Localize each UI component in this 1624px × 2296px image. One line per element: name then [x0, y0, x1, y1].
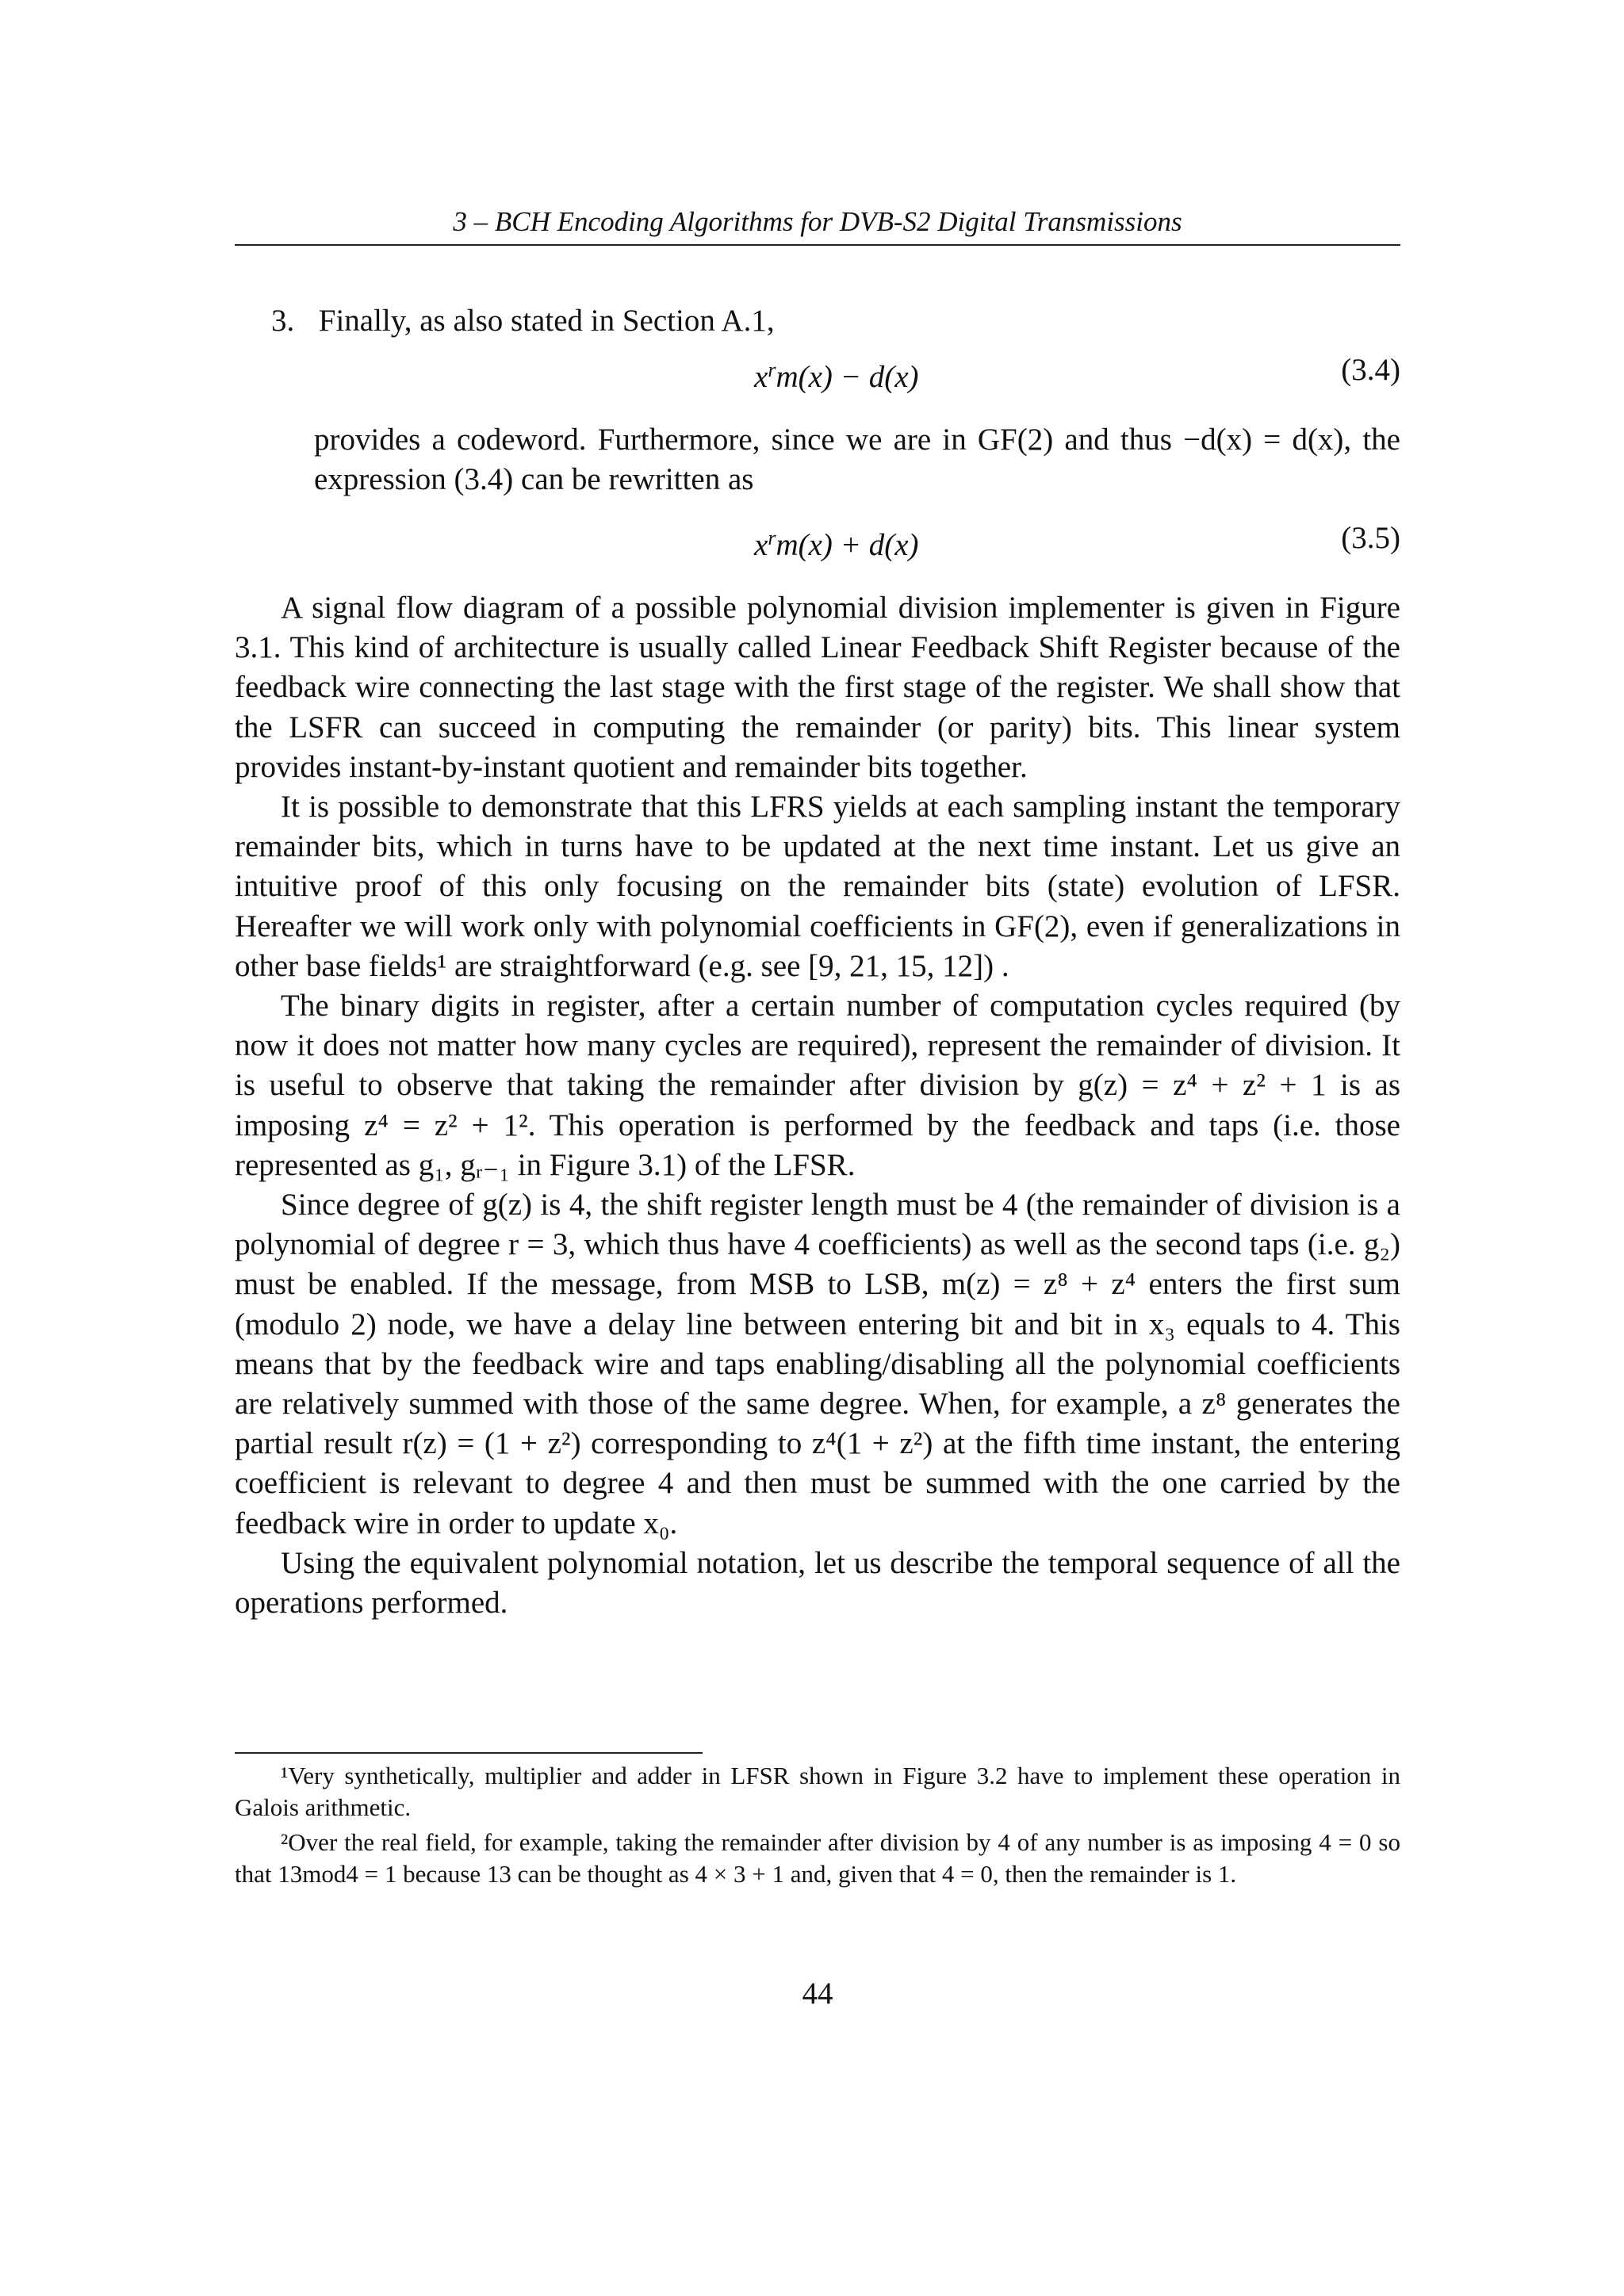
- footnote-2: ²Over the real field, for example, taking the remainder after division by 4 of any number is as imposing 4 = 0 so that 13mod4 = 1 because 13 can be thought as 4 × 3 + 1 and, given that 4 = 0, then the remainder is 1.: [235, 1828, 1400, 1888]
- equation-3-5: [235, 519, 1400, 562]
- equation-3-5-tag: (3.5): [1341, 521, 1400, 555]
- page-number: 44: [802, 1976, 833, 2011]
- paragraph: It is possible to demonstrate that this LFRS yields at each sampling instant the temporary remainder bits, which in turns have to be updated at the next time instant. Let us give an intuitive proof of this only focusing on the remainder bits (state) evolution of LFSR. Hereafter we will work only with polynomial coefficients in GF(2), even if generalizations in other base fields¹ are straightforward (e.g. see [9, 21, 15, 12]) .: [235, 790, 1400, 983]
- document-page: [235, 0, 1400, 2296]
- header-rule: [235, 244, 1400, 246]
- equation-3-5-lhs: x: [754, 528, 768, 562]
- body-text: [235, 588, 1400, 1623]
- paragraph: Using the equivalent polynomial notation, let us describe the temporal sequence of all the operations performed.: [235, 1545, 1400, 1621]
- footnote-rule: [235, 1752, 703, 1754]
- equation-3-4-rest: m(x) − d(x): [776, 360, 919, 394]
- equation-3-5-exponent: r: [768, 526, 776, 549]
- running-header: 3 – BCH Encoding Algorithms for DVB-S2 Digital Transmissions: [453, 206, 1182, 237]
- list-item-3: [271, 301, 775, 341]
- equation-3-5-rest: m(x) + d(x): [776, 528, 919, 562]
- equation-3-4: [235, 350, 1400, 394]
- paragraph: The binary digits in register, after a certain number of computation cycles required (by now it does not matter how many cycles are required), represent the remainder of division. It is useful to observe that taking the remainder after division by g(z) = z⁴ + z² + 1 is as imposing z⁴ = z² + 1². This operation is performed by the feedback and taps (i.e. those represented as g₁, gᵣ₋₁ in Figure 3.1) of the LFSR.: [235, 989, 1400, 1182]
- equation-3-4-tag: (3.4): [1341, 353, 1400, 387]
- list-item-number: 3.: [271, 304, 295, 338]
- footnote-1: ¹Very synthetically, multiplier and adder in LFSR shown in Figure 3.2 have to implement these operation in Galois arithmetic.: [235, 1762, 1400, 1821]
- paragraph: A signal flow diagram of a possible polynomial division implementer is given in Figure 3.1. This kind of architecture is usually called Linear Feedback Shift Register because of the feedback wire connecting the last stage with the first stage of the register. We shall show that the LSFR can succeed in computing the remainder (or parity) bits. This linear system provides instant-by-instant quotient and remainder bits together.: [235, 591, 1400, 784]
- list-item-continuation: provides a codeword. Furthermore, since we are in GF(2) and thus −d(x) = d(x), the expression (3.4) can be rewritten as: [314, 423, 1400, 496]
- equation-3-5-expression: [754, 519, 1071, 565]
- equation-3-4-lhs: x: [754, 360, 768, 394]
- equation-3-4-exponent: r: [768, 358, 776, 381]
- paragraph: Since degree of g(z) is 4, the shift register length must be 4 (the remainder of division is a polynomial of degree r = 3, which thus have 4 coefficients) as well as the second taps (i.e. g₂) must be enabled. If the message, from MSB to LSB, m(z) = z⁸ + z⁴ enters the first sum (modulo 2) node, we have a delay line between entering bit and bit in x₃ equals to 4. This means that by the feedback wire and taps enabling/disabling all the polynomial coefficients are relatively summed with those of the same degree. When, for example, a z⁸ generates the partial result r(z) = (1 + z²) corresponding to z⁴(1 + z²) at the fifth time instant, the entering coefficient is relevant to degree 4 and then must be summed with the one carried by the feedback wire in order to update x₀.: [235, 1188, 1400, 1540]
- list-item-intro: Finally, as also stated in Section A.1,: [318, 304, 775, 338]
- footnotes: [235, 1760, 1400, 1893]
- equation-3-4-expression: [754, 350, 1071, 397]
